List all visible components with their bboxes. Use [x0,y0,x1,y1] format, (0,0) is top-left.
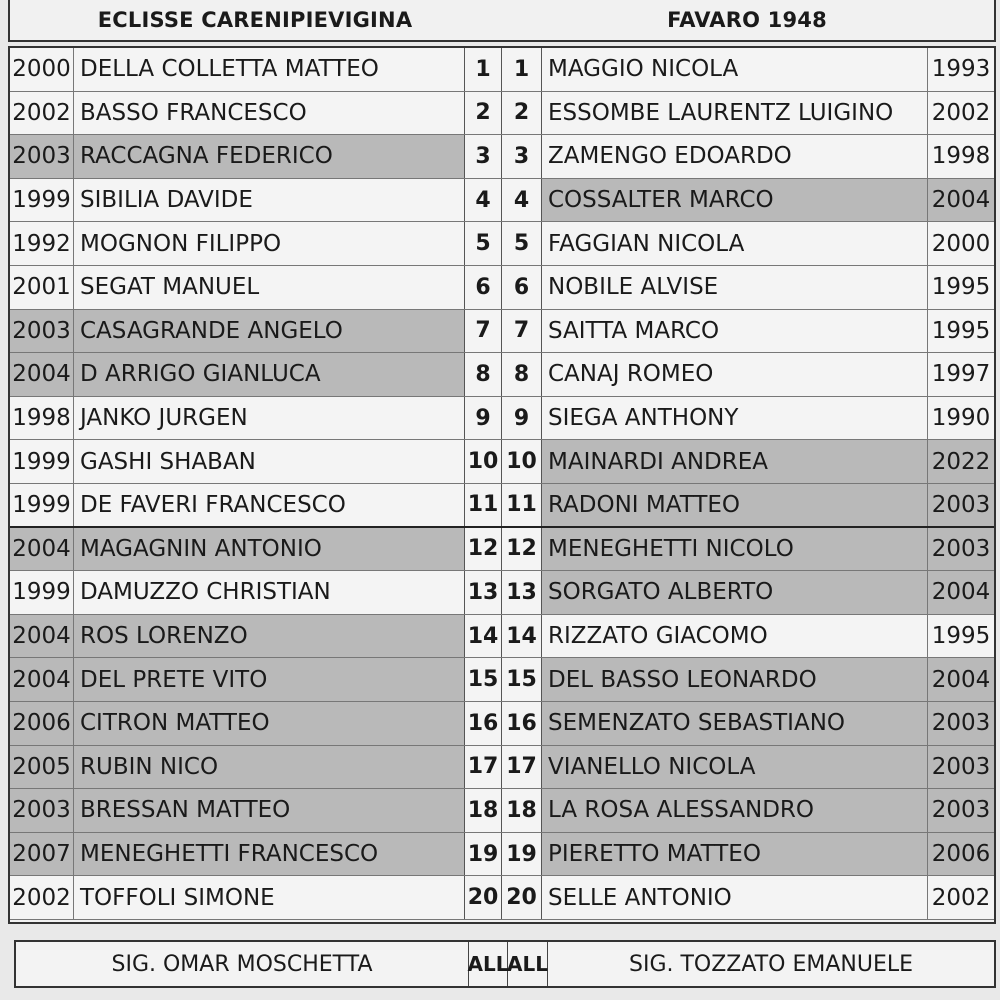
home-player-name: DEL PRETE VITO [74,658,464,701]
home-player-year: 2005 [10,746,74,789]
away-player-year: 2004 [927,658,994,701]
table-row [10,746,994,790]
home-player-number: 2 [464,92,502,135]
table-row [10,484,994,528]
home-player-number: 16 [464,702,502,745]
home-player-year: 1999 [10,179,74,222]
table-row [10,266,994,310]
away-player-number: 13 [502,571,542,614]
away-player-number: 5 [502,222,542,265]
home-player-number: 8 [464,353,502,396]
away-player-number: 7 [502,310,542,353]
home-player-number: 3 [464,135,502,178]
home-player-number: 1 [464,48,502,91]
home-player-year: 2000 [10,48,74,91]
home-player-name: SEGAT MANUEL [74,266,464,309]
home-player-number: 13 [464,571,502,614]
home-player-name: DAMUZZO CHRISTIAN [74,571,464,614]
away-player-year: 2004 [927,571,994,614]
away-player-year: 2000 [927,222,994,265]
home-player-number: 20 [464,876,502,919]
away-player-year: 2002 [927,876,994,919]
away-player-name: SIEGA ANTHONY [542,397,927,440]
away-player-year: 1990 [927,397,994,440]
home-player-year: 1999 [10,440,74,483]
home-player-year: 2004 [10,658,74,701]
table-row [10,135,994,179]
home-player-number: 9 [464,397,502,440]
home-player-number: 14 [464,615,502,658]
home-player-name: D ARRIGO GIANLUCA [74,353,464,396]
home-player-name: ROS LORENZO [74,615,464,658]
away-player-year: 1998 [927,135,994,178]
table-row [10,397,994,441]
home-player-number: 11 [464,484,502,526]
away-player-number: 18 [502,789,542,832]
home-coach: SIG. OMAR MOSCHETTA [111,951,373,977]
home-player-name: DELLA COLLETTA MATTEO [74,48,464,91]
home-player-number: 19 [464,833,502,876]
table-row [10,353,994,397]
home-player-name: MOGNON FILIPPO [74,222,464,265]
table-row [10,876,994,920]
home-player-number: 12 [464,528,502,571]
away-player-year: 1997 [927,353,994,396]
away-player-year: 2002 [927,92,994,135]
home-team-header: ECLISSE CARENIPIEVIGINA [8,0,502,42]
home-player-year: 2006 [10,702,74,745]
table-row [10,528,994,572]
away-player-year: 1995 [927,310,994,353]
away-player-year: 2004 [927,179,994,222]
away-player-number: 2 [502,92,542,135]
away-player-year: 1995 [927,266,994,309]
away-player-number: 8 [502,353,542,396]
home-player-number: 4 [464,179,502,222]
away-player-year: 1993 [927,48,994,91]
home-player-name: RACCAGNA FEDERICO [74,135,464,178]
away-player-number: 1 [502,48,542,91]
away-player-year: 1995 [927,615,994,658]
home-player-year: 2003 [10,310,74,353]
home-player-year: 1999 [10,484,74,526]
home-player-name: MAGAGNIN ANTONIO [74,528,464,571]
table-row [10,571,994,615]
home-player-name: CASAGRANDE ANGELO [74,310,464,353]
home-player-year: 2003 [10,135,74,178]
away-player-number: 15 [502,658,542,701]
home-player-name: GASHI SHABAN [74,440,464,483]
home-player-number: 17 [464,746,502,789]
home-player-number: 15 [464,658,502,701]
away-player-number: 17 [502,746,542,789]
away-player-year: 2003 [927,484,994,526]
away-player-name: RADONI MATTEO [542,484,927,526]
table-row [10,789,994,833]
table-row [10,615,994,659]
away-player-number: 10 [502,440,542,483]
away-coach-role: ALL [508,942,548,986]
table-row [10,92,994,136]
away-player-name: FAGGIAN NICOLA [542,222,927,265]
table-row [10,702,994,746]
away-player-year: 2003 [927,746,994,789]
away-player-number: 19 [502,833,542,876]
away-player-year: 2006 [927,833,994,876]
away-player-name: SEMENZATO SEBASTIANO [542,702,927,745]
table-row [10,310,994,354]
home-player-year: 2004 [10,615,74,658]
away-player-name: SELLE ANTONIO [542,876,927,919]
away-player-year: 2003 [927,702,994,745]
away-coach: SIG. TOZZATO EMANUELE [628,951,914,977]
home-player-name: SIBILIA DAVIDE [74,179,464,222]
table-row [10,833,994,877]
home-player-year: 2004 [10,528,74,571]
home-player-number: 5 [464,222,502,265]
home-player-year: 1998 [10,397,74,440]
away-player-year: 2003 [927,789,994,832]
lineup-table [8,46,996,924]
coaches-row [14,940,996,988]
away-player-number: 4 [502,179,542,222]
away-player-name: COSSALTER MARCO [542,179,927,222]
away-player-name: RIZZATO GIACOMO [542,615,927,658]
away-player-name: VIANELLO NICOLA [542,746,927,789]
away-player-name: MAGGIO NICOLA [542,48,927,91]
home-player-name: MENEGHETTI FRANCESCO [74,833,464,876]
table-row [10,222,994,266]
table-row [10,179,994,223]
home-player-year: 2004 [10,353,74,396]
away-player-name: ZAMENGO EDOARDO [542,135,927,178]
home-player-year: 2002 [10,876,74,919]
home-player-name: JANKO JURGEN [74,397,464,440]
away-player-name: PIERETTO MATTEO [542,833,927,876]
home-player-year: 2007 [10,833,74,876]
away-player-year: 2003 [927,528,994,571]
home-player-name: TOFFOLI SIMONE [74,876,464,919]
home-player-number: 7 [464,310,502,353]
home-player-year: 2002 [10,92,74,135]
table-row [10,48,994,92]
away-player-name: MENEGHETTI NICOLO [542,528,927,571]
away-player-number: 9 [502,397,542,440]
home-player-year: 1992 [10,222,74,265]
away-player-number: 20 [502,876,542,919]
away-player-number: 11 [502,484,542,526]
home-player-name: RUBIN NICO [74,746,464,789]
away-team-header: FAVARO 1948 [500,0,996,42]
home-player-number: 6 [464,266,502,309]
away-player-number: 16 [502,702,542,745]
away-player-number: 14 [502,615,542,658]
home-player-number: 10 [464,440,502,483]
away-player-year: 2022 [927,440,994,483]
away-player-name: DEL BASSO LEONARDO [542,658,927,701]
away-player-name: NOBILE ALVISE [542,266,927,309]
away-player-number: 3 [502,135,542,178]
away-player-number: 12 [502,528,542,571]
home-player-year: 1999 [10,571,74,614]
away-player-name: SAITTA MARCO [542,310,927,353]
table-row [10,440,994,484]
home-player-year: 2003 [10,789,74,832]
away-player-name: ESSOMBE LAURENTZ LUIGINO [542,92,927,135]
home-player-name: DE FAVERI FRANCESCO [74,484,464,526]
home-player-number: 18 [464,789,502,832]
away-player-name: CANAJ ROMEO [542,353,927,396]
away-player-name: LA ROSA ALESSANDRO [542,789,927,832]
home-player-name: CITRON MATTEO [74,702,464,745]
away-player-name: MAINARDI ANDREA [542,440,927,483]
home-player-year: 2001 [10,266,74,309]
away-player-number: 6 [502,266,542,309]
home-player-name: BRESSAN MATTEO [74,789,464,832]
home-coach-role: ALL [468,942,508,986]
home-player-name: BASSO FRANCESCO [74,92,464,135]
table-row [10,658,994,702]
away-player-name: SORGATO ALBERTO [542,571,927,614]
